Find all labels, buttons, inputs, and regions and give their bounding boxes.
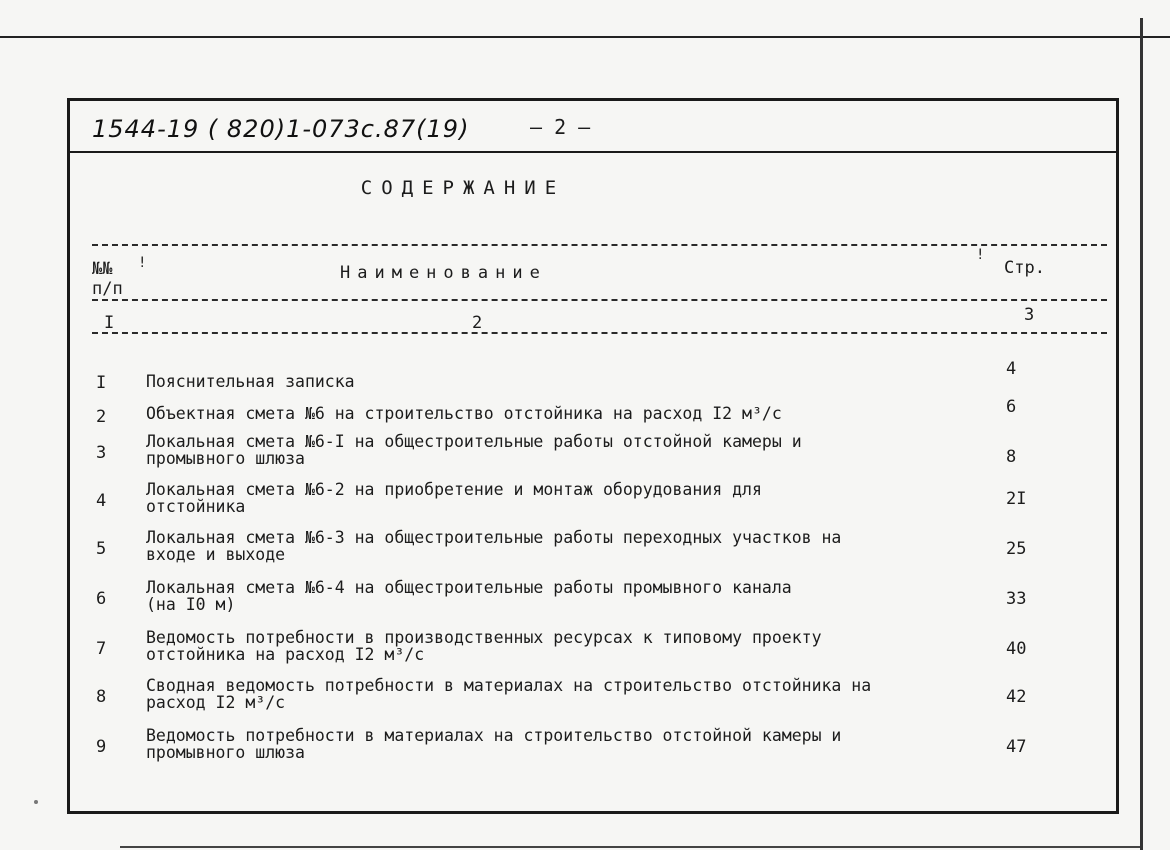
- row-number: 5: [96, 539, 107, 559]
- row-page: 4: [1006, 359, 1017, 379]
- column-separator-mark: !: [976, 247, 985, 263]
- row-number: 9: [96, 737, 107, 757]
- column-separator-mark: !: [138, 255, 147, 271]
- row-number: I: [96, 373, 107, 393]
- row-number: 7: [96, 639, 107, 659]
- handwritten-code: 1544-19 ( 820)1-073с.87(19): [92, 115, 470, 143]
- header-name-column: Наименование: [340, 263, 547, 283]
- table-colnum-rule: [92, 332, 1107, 334]
- row-number: 4: [96, 491, 107, 511]
- column-number-1: I: [104, 313, 115, 333]
- document-frame: [67, 98, 1119, 814]
- row-title: Сводная ведомость потребности в материалах на строительство отстойника на расход I2 м³/с: [146, 676, 872, 712]
- table-header-rule: [92, 299, 1107, 301]
- row-number: 8: [96, 687, 107, 707]
- row-number: 6: [96, 589, 107, 609]
- row-title: Пояснительная записка: [146, 372, 355, 391]
- row-title: Локальная смета №6-3 на общестроительные работы переходных участков на входе и выходе: [146, 528, 842, 564]
- table-top-rule: [92, 244, 1107, 246]
- table-row: [70, 677, 1116, 725]
- column-number-2: 2: [472, 313, 483, 333]
- row-title: Локальная смета №6-2 на приобретение и монтаж оборудования для отстойника: [146, 480, 762, 516]
- row-number: 2: [96, 407, 107, 427]
- table-row: [70, 579, 1116, 627]
- header-strip: [70, 101, 1116, 153]
- table-row: [70, 629, 1116, 677]
- row-page: 8: [1006, 447, 1017, 467]
- row-title: Локальная смета №6-4 на общестроительные работы промывного канала (на I0 м): [146, 578, 792, 614]
- row-page: 33: [1006, 589, 1027, 609]
- row-title: Объектная смета №6 на строительство отстойника на расход I2 м³/с: [146, 404, 782, 423]
- header-number-column: №№ п/п: [92, 259, 123, 299]
- row-title: Локальная смета №6-I на общестроительные работы отстойной камеры и промывного шлюза: [146, 432, 802, 468]
- table-row: [70, 529, 1116, 577]
- row-page: 25: [1006, 539, 1027, 559]
- scan-top-edge: [0, 36, 1170, 38]
- row-page: 6: [1006, 397, 1017, 417]
- page-number: — 2 —: [530, 115, 591, 139]
- table-row: [70, 481, 1116, 529]
- row-page: 40: [1006, 639, 1027, 659]
- scan-speck: [34, 800, 38, 804]
- row-page: 42: [1006, 687, 1027, 707]
- scan-right-edge: [1140, 18, 1143, 850]
- row-page: 47: [1006, 737, 1027, 757]
- table-row: [70, 433, 1116, 481]
- table-row: [70, 727, 1116, 775]
- document-title: СОДЕРЖАНИЕ: [360, 177, 566, 199]
- scan-bottom-edge: [120, 846, 1140, 848]
- column-number-3: 3: [1024, 305, 1035, 325]
- header-page-column: Стр.: [1004, 258, 1045, 278]
- row-page: 2I: [1006, 489, 1027, 509]
- row-title: Ведомость потребности в материалах на строительство отстойной камеры и промывного шлюза: [146, 726, 842, 762]
- row-number: 3: [96, 443, 107, 463]
- row-title: Ведомость потребности в производственных ресурсах к типовому проекту отстойника на расход I2 м³/с: [146, 628, 822, 664]
